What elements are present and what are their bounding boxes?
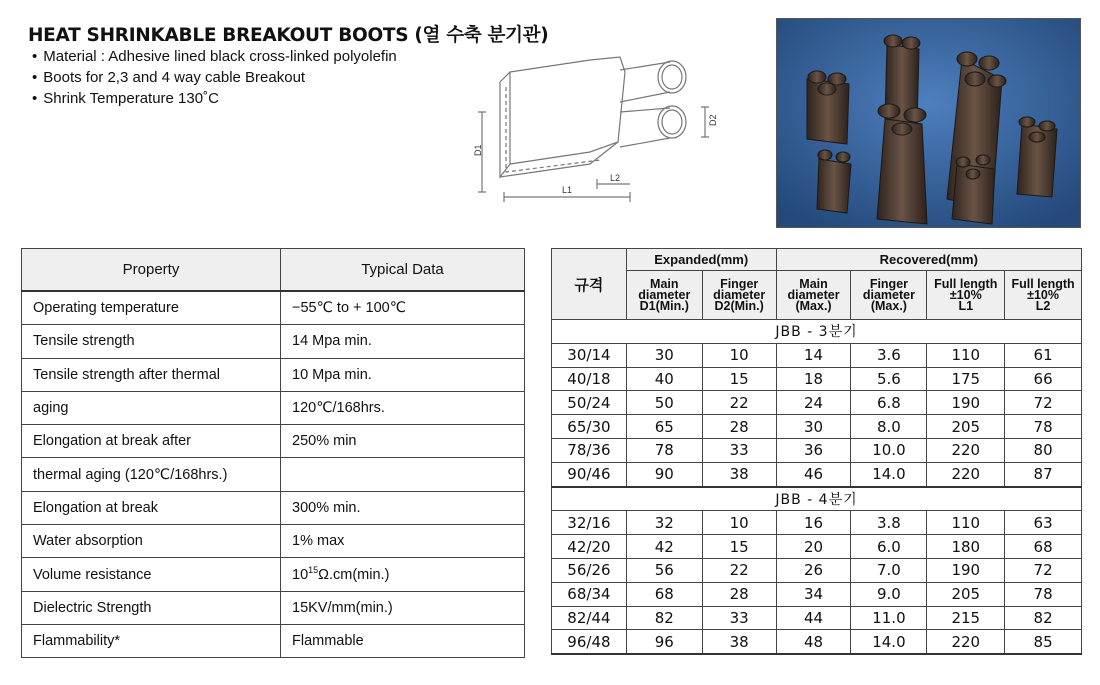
property-row <box>22 425 525 458</box>
spec-value-cell: 78 <box>626 438 702 462</box>
spec-value-cell: 28 <box>702 415 776 439</box>
spec-data-row <box>552 535 1082 559</box>
spec-value-cell: 30 <box>626 343 702 367</box>
property-row <box>22 491 525 524</box>
spec-size-cell: 96/48 <box>552 630 627 654</box>
property-name-cell: Tensile strength <box>22 325 281 358</box>
spec-value-cell: 26 <box>776 558 851 582</box>
spec-value-cell: 190 <box>927 391 1005 415</box>
spec-value-cell: 33 <box>702 438 776 462</box>
spec-size-cell: 78/36 <box>552 438 627 462</box>
spec-size-cell: 50/24 <box>552 391 627 415</box>
spec-sub-header-line: Main <box>799 276 828 291</box>
spec-value-cell: 36 <box>776 438 851 462</box>
spec-value-cell: 50 <box>626 391 702 415</box>
spec-value-cell: 24 <box>776 391 851 415</box>
spec-sub-header-line: Full length <box>934 276 998 291</box>
spec-data-row <box>552 367 1082 391</box>
property-name-cell: Flammability* <box>22 624 281 657</box>
spec-data-row <box>552 415 1082 439</box>
spec-section-row <box>552 487 1082 511</box>
spec-value-cell: 82 <box>1005 606 1082 630</box>
spec-sub-header-row <box>552 271 1082 320</box>
bullet-breakout: • Boots for 2,3 and 4 way cable Breakout <box>32 67 397 88</box>
spec-size-cell: 40/18 <box>552 367 627 391</box>
spec-value-cell: 34 <box>776 582 851 606</box>
spec-value-cell: 205 <box>927 582 1005 606</box>
property-value-cell: −55℃ to + 100℃ <box>281 291 525 325</box>
spec-value-cell: 65 <box>626 415 702 439</box>
spec-data-row <box>552 438 1082 462</box>
spec-data-row <box>552 462 1082 486</box>
spec-value-cell: 72 <box>1005 391 1082 415</box>
volume-resistance-base: 10 <box>292 566 309 583</box>
spec-value-cell: 68 <box>1005 535 1082 559</box>
spec-sub-header-line: Finger <box>720 276 759 291</box>
spec-sub-header-line: diameter <box>787 287 840 302</box>
spec-value-cell: 38 <box>702 630 776 654</box>
spec-sub-header-line: (Max.) <box>795 298 832 313</box>
spec-value-cell: 15 <box>702 367 776 391</box>
breakout-boots-illustration <box>777 19 1081 228</box>
spec-value-cell: 110 <box>927 343 1005 367</box>
property-row <box>22 325 525 358</box>
spec-value-cell: 215 <box>927 606 1005 630</box>
recovered-group-header: Recovered(mm) <box>776 249 1081 271</box>
spec-value-cell: 8.0 <box>851 415 927 439</box>
dim-label-d2: D2 <box>708 114 718 126</box>
spec-value-cell: 190 <box>927 558 1005 582</box>
property-name-cell: Operating temperature <box>22 291 281 325</box>
spec-data-row <box>552 630 1082 654</box>
property-value-cell <box>281 558 525 591</box>
spec-sub-header <box>1005 271 1082 320</box>
spec-value-cell: 3.8 <box>851 511 927 535</box>
property-row <box>22 591 525 624</box>
spec-table <box>551 248 1082 655</box>
spec-sub-header-line: diameter <box>862 287 915 302</box>
property-value-cell: 14 Mpa min. <box>281 325 525 358</box>
spec-value-cell: 78 <box>1005 582 1082 606</box>
spec-value-cell: 68 <box>626 582 702 606</box>
spec-value-cell: 10.0 <box>851 438 927 462</box>
property-value-cell <box>281 458 525 491</box>
spec-value-cell: 33 <box>702 606 776 630</box>
spec-size-cell: 65/30 <box>552 415 627 439</box>
property-name-cell: Elongation at break <box>22 491 281 524</box>
property-name-cell: Elongation at break after <box>22 425 281 458</box>
spec-sub-header <box>626 271 702 320</box>
spec-value-cell: 90 <box>626 462 702 486</box>
spec-section-title: JBB - 3분기 <box>552 320 1082 344</box>
spec-value-cell: 44 <box>776 606 851 630</box>
spec-sub-header-line: D2(Min.) <box>714 298 764 313</box>
spec-value-cell: 7.0 <box>851 558 927 582</box>
spec-value-cell: 30 <box>776 415 851 439</box>
spec-value-cell: 18 <box>776 367 851 391</box>
spec-size-cell: 82/44 <box>552 606 627 630</box>
property-value-cell: 10 Mpa min. <box>281 358 525 391</box>
spec-sub-header <box>927 271 1005 320</box>
property-value-cell: 120℃/168hrs. <box>281 391 525 424</box>
product-photo <box>776 18 1081 228</box>
spec-sub-header-line: D1(Min.) <box>639 298 689 313</box>
spec-value-cell: 63 <box>1005 511 1082 535</box>
spec-value-cell: 96 <box>626 630 702 654</box>
spec-value-cell: 80 <box>1005 438 1082 462</box>
spec-value-cell: 110 <box>927 511 1005 535</box>
expanded-group-header: Expanded(mm) <box>626 249 776 271</box>
property-name-cell: Tensile strength after thermal <box>22 358 281 391</box>
property-name-cell: thermal aging (120℃/168hrs.) <box>22 458 281 491</box>
spec-value-cell: 6.8 <box>851 391 927 415</box>
spec-value-cell: 61 <box>1005 343 1082 367</box>
spec-value-cell: 20 <box>776 535 851 559</box>
spec-value-cell: 15 <box>702 535 776 559</box>
spec-data-row <box>552 582 1082 606</box>
spec-size-cell: 68/34 <box>552 582 627 606</box>
property-value-cell: 1% max <box>281 525 525 558</box>
spec-value-cell: 66 <box>1005 367 1082 391</box>
spec-data-row <box>552 606 1082 630</box>
property-name-cell: Dielectric Strength <box>22 591 281 624</box>
size-column-header: 규격 <box>552 249 627 320</box>
page-title: HEAT SHRINKABLE BREAKOUT BOOTS (열 수축 분기관) <box>28 25 549 46</box>
spec-sub-header <box>776 271 851 320</box>
spec-sub-header-line: Full length <box>1011 276 1075 291</box>
spec-value-cell: 46 <box>776 462 851 486</box>
property-value-cell: 250% min <box>281 425 525 458</box>
bullet-material: • Material : Adhesive lined black cross-linked polyolefin <box>32 46 397 67</box>
spec-data-row <box>552 391 1082 415</box>
property-row <box>22 391 525 424</box>
spec-value-cell: 22 <box>702 558 776 582</box>
spec-value-cell: 220 <box>927 630 1005 654</box>
property-name-cell: Water absorption <box>22 525 281 558</box>
spec-sub-header-line: diameter <box>713 287 766 302</box>
dim-label-l2: L2 <box>610 173 621 183</box>
spec-sub-header-line: ±10% <box>949 287 982 302</box>
property-row <box>22 525 525 558</box>
spec-value-cell: 87 <box>1005 462 1082 486</box>
spec-value-cell: 14 <box>776 343 851 367</box>
property-row <box>22 624 525 657</box>
property-header-row <box>22 249 525 292</box>
spec-data-row <box>552 558 1082 582</box>
feature-list <box>32 46 397 109</box>
spec-value-cell: 85 <box>1005 630 1082 654</box>
spec-value-cell: 16 <box>776 511 851 535</box>
spec-sub-header-line: L1 <box>958 298 974 313</box>
spec-sub-header-line: Finger <box>869 276 909 291</box>
boot-dimension-diagram <box>470 52 720 202</box>
spec-value-cell: 48 <box>776 630 851 654</box>
spec-value-cell: 56 <box>626 558 702 582</box>
property-row <box>22 358 525 391</box>
spec-sub-header-line: diameter <box>638 287 691 302</box>
spec-value-cell: 175 <box>927 367 1005 391</box>
property-column-header: Property <box>22 249 281 292</box>
spec-value-cell: 28 <box>702 582 776 606</box>
spec-value-cell: 6.0 <box>851 535 927 559</box>
property-value-cell: 15KV/mm(min.) <box>281 591 525 624</box>
spec-value-cell: 180 <box>927 535 1005 559</box>
spec-value-cell: 10 <box>702 511 776 535</box>
spec-section-title: JBB - 4분기 <box>552 487 1082 511</box>
typical-data-column-header: Typical Data <box>281 249 525 292</box>
spec-value-cell: 220 <box>927 438 1005 462</box>
spec-section-row <box>552 320 1082 344</box>
spec-value-cell: 78 <box>1005 415 1082 439</box>
property-name-cell: aging <box>22 391 281 424</box>
spec-value-cell: 14.0 <box>851 630 927 654</box>
property-value-cell: Flammable <box>281 624 525 657</box>
spec-value-cell: 220 <box>927 462 1005 486</box>
spec-value-cell: 9.0 <box>851 582 927 606</box>
property-row <box>22 291 525 325</box>
spec-size-cell: 42/20 <box>552 535 627 559</box>
spec-sub-header <box>851 271 927 320</box>
spec-value-cell: 22 <box>702 391 776 415</box>
spec-value-cell: 40 <box>626 367 702 391</box>
property-table <box>21 248 525 658</box>
spec-value-cell: 42 <box>626 535 702 559</box>
spec-sub-header-line: L2 <box>1035 298 1051 313</box>
spec-value-cell: 32 <box>626 511 702 535</box>
property-value-cell: 300% min. <box>281 491 525 524</box>
spec-size-cell: 32/16 <box>552 511 627 535</box>
spec-value-cell: 5.6 <box>851 367 927 391</box>
spec-sub-header-line: Main <box>650 276 679 291</box>
dim-label-d1: D1 <box>473 144 483 156</box>
spec-value-cell: 38 <box>702 462 776 486</box>
dim-label-l1: L1 <box>562 185 573 195</box>
spec-value-cell: 3.6 <box>851 343 927 367</box>
property-row <box>22 558 525 591</box>
spec-group-header-row <box>552 249 1082 271</box>
property-name-cell: Volume resistance <box>22 558 281 591</box>
spec-sub-header <box>702 271 776 320</box>
spec-data-row <box>552 511 1082 535</box>
property-row <box>22 458 525 491</box>
spec-value-cell: 205 <box>927 415 1005 439</box>
spec-data-row <box>552 343 1082 367</box>
volume-resistance-unit: Ω.cm(min.) <box>318 566 390 583</box>
spec-size-cell: 56/26 <box>552 558 627 582</box>
spec-value-cell: 14.0 <box>851 462 927 486</box>
spec-sub-header-line: ±10% <box>1027 287 1060 302</box>
spec-sub-header-line: (Max.) <box>870 298 907 313</box>
spec-size-cell: 90/46 <box>552 462 627 486</box>
volume-resistance-exponent: 15 <box>308 564 319 575</box>
spec-size-cell: 30/14 <box>552 343 627 367</box>
spec-value-cell: 11.0 <box>851 606 927 630</box>
bullet-shrink-temp: • Shrink Temperature 130˚C <box>32 88 397 109</box>
spec-value-cell: 72 <box>1005 558 1082 582</box>
spec-value-cell: 82 <box>626 606 702 630</box>
spec-value-cell: 10 <box>702 343 776 367</box>
